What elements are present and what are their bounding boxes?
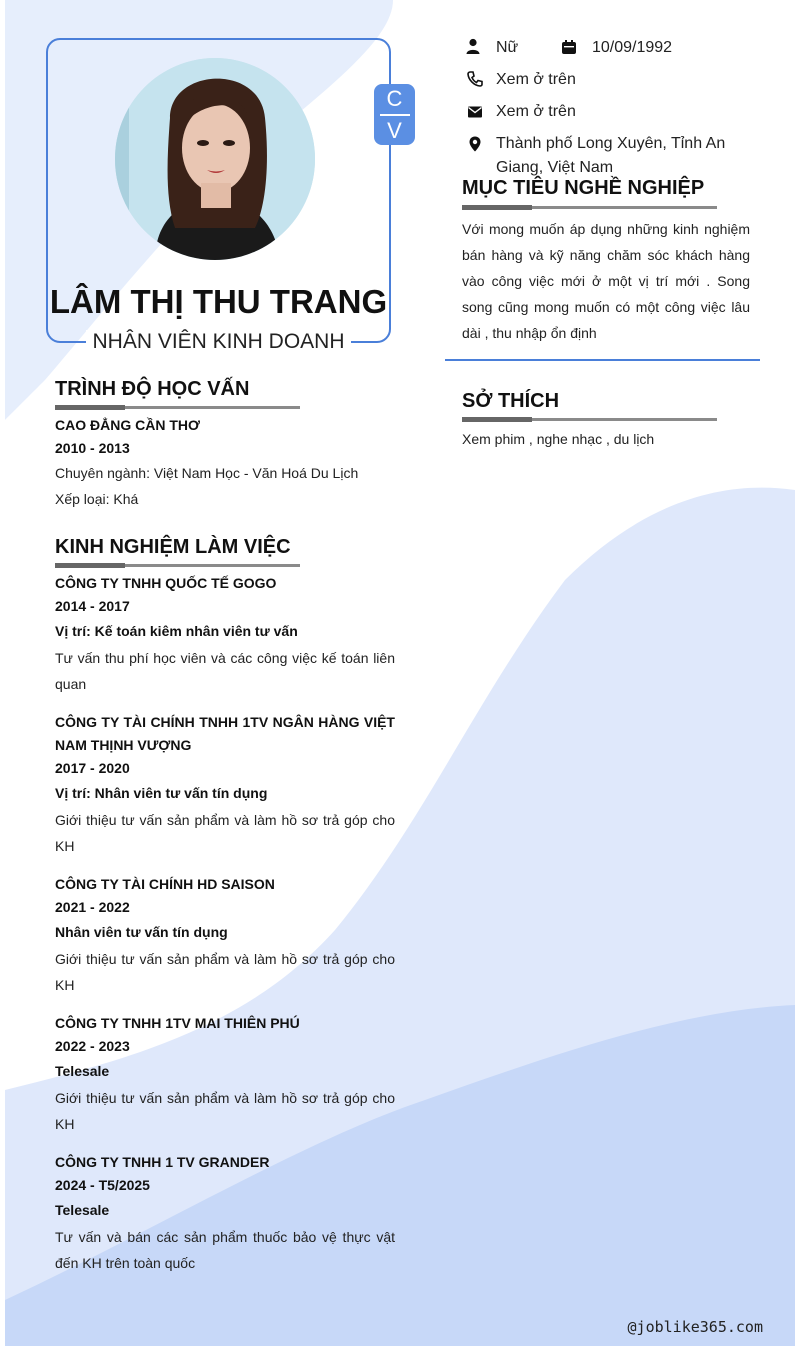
education-school: CAO ĐẲNG CẦN THƠ bbox=[55, 417, 200, 433]
mail-icon bbox=[467, 104, 483, 120]
user-icon bbox=[465, 38, 481, 54]
job-1-desc: Tư vấn thu phí học viên và các công việc kế toán liên quan bbox=[55, 650, 395, 692]
education-rule bbox=[55, 406, 300, 409]
profile-photo bbox=[115, 58, 315, 260]
calendar-icon bbox=[561, 39, 577, 55]
hobbies-rule bbox=[462, 418, 717, 421]
gender-value: Nữ bbox=[496, 39, 519, 56]
job-1-company: CÔNG TY TNHH QUỐC TẾ GOGO bbox=[55, 575, 277, 591]
education-major: Chuyên ngành: Việt Nam Học - Văn Hoá Du Lịch bbox=[55, 465, 359, 481]
education-years: 2010 - 2013 bbox=[55, 440, 130, 456]
job-5-years: 2024 - T5/2025 bbox=[55, 1177, 150, 1193]
site-watermark: @joblike365.com bbox=[627, 1318, 763, 1336]
job-title: NHÂN VIÊN KINH DOANH bbox=[86, 330, 350, 353]
job-3-years: 2021 - 2022 bbox=[55, 899, 130, 915]
job-5-role: Telesale bbox=[55, 1202, 110, 1218]
job-1-role: Vị trí: Kế toán kiêm nhân viên tư vấn bbox=[55, 623, 298, 639]
location-pin-icon bbox=[467, 136, 483, 152]
job-2-desc: Giới thiệu tư vấn sản phẩm và làm hồ sơ trả góp cho KH bbox=[55, 812, 395, 854]
experience-heading: KINH NGHIỆM LÀM VIỆC bbox=[55, 536, 291, 558]
job-2-company: CÔNG TY TÀI CHÍNH TNHH 1TV NGÂN HÀNG VIỆT NAM THỊNH VƯỢNG bbox=[55, 714, 395, 753]
hobbies-text: Xem phim , nghe nhạc , du lịch bbox=[462, 431, 655, 447]
job-4-role: Telesale bbox=[55, 1063, 110, 1079]
objective-divider bbox=[445, 359, 760, 361]
job-2-years: 2017 - 2020 bbox=[55, 760, 130, 776]
cv-badge-letter-c: C bbox=[386, 86, 403, 111]
job-1-years: 2014 - 2017 bbox=[55, 598, 130, 614]
job-3-role: Nhân viên tư vấn tín dụng bbox=[55, 924, 228, 940]
address-line-1: Thành phố Long Xuyên, Tỉnh An bbox=[496, 135, 726, 152]
cv-badge bbox=[374, 84, 415, 145]
job-4-company: CÔNG TY TNHH 1TV MAI THIÊN PHÚ bbox=[55, 1015, 300, 1031]
birthday-value: 10/09/1992 bbox=[592, 39, 673, 56]
phone-value: Xem ở trên bbox=[496, 71, 576, 88]
education-heading: TRÌNH ĐỘ HỌC VẤN bbox=[55, 378, 250, 400]
job-3-company: CÔNG TY TÀI CHÍNH HD SAISON bbox=[55, 876, 275, 892]
objective-rule bbox=[462, 206, 717, 209]
job-4-years: 2022 - 2023 bbox=[55, 1038, 130, 1054]
cv-badge-divider bbox=[380, 114, 410, 116]
job-2-role: Vị trí: Nhân viên tư vấn tín dụng bbox=[55, 785, 268, 801]
cv-page bbox=[5, 0, 795, 1346]
job-5-desc: Tư vấn và bán các sản phẩm thuốc bảo vệ thực vật đến KH trên toàn quốc bbox=[55, 1229, 395, 1271]
candidate-name: LÂM THỊ THU TRANG bbox=[49, 283, 388, 320]
email-value: Xem ở trên bbox=[496, 103, 576, 120]
job-4-desc: Giới thiệu tư vấn sản phẩm và làm hồ sơ trả góp cho KH bbox=[55, 1090, 395, 1132]
objective-heading: MỤC TIÊU NGHỀ NGHIỆP bbox=[462, 177, 705, 199]
job-3-desc: Giới thiệu tư vấn sản phẩm và làm hồ sơ trả góp cho KH bbox=[55, 951, 395, 993]
education-grade: Xếp loại: Khá bbox=[55, 491, 139, 507]
hobbies-heading: SỞ THÍCH bbox=[462, 390, 560, 412]
objective-text: Với mong muốn áp dụng những kinh nghiệm bán hàng và kỹ năng chăm sóc khách hàng vào công việc mới ở một vị trí mới . Song song cũng mong muốn có một công việc lâu dài , thu nhập ổn định bbox=[462, 221, 750, 341]
job-title-wrap bbox=[46, 330, 391, 354]
experience-rule bbox=[55, 564, 300, 567]
job-5-company: CÔNG TY TNHH 1 TV GRANDER bbox=[55, 1154, 270, 1170]
address-line-2: Giang, Việt Nam bbox=[496, 159, 614, 176]
cv-badge-letter-v: V bbox=[387, 117, 402, 143]
phone-icon bbox=[467, 71, 483, 87]
